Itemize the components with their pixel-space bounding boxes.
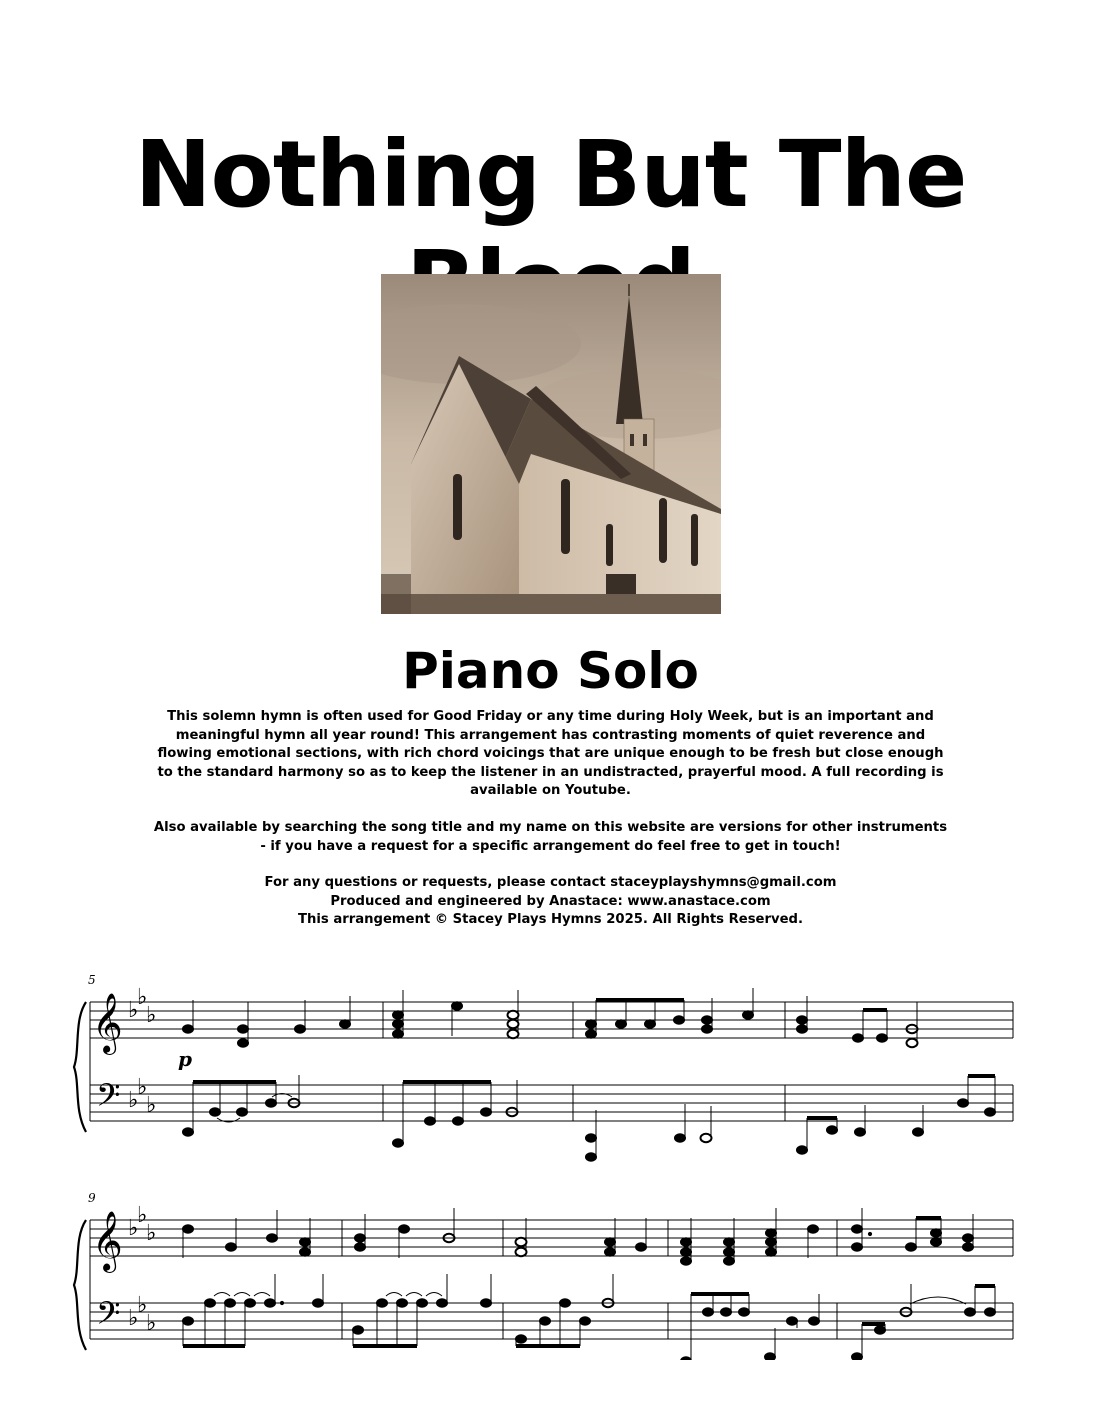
svg-text:♭: ♭ — [146, 1093, 157, 1118]
svg-text:♭: ♭ — [146, 1003, 157, 1028]
description — [150, 708, 951, 930]
svg-text:♭: ♭ — [146, 1311, 157, 1336]
page-title: Nothing But The — [134, 121, 967, 228]
music-system-1 — [74, 973, 1013, 1161]
subtitle: Piano Solo — [402, 642, 699, 700]
treble-clef-icon: 𝄞 — [92, 993, 123, 1053]
contact-line: For any questions or requests, please contact staceyplayshymns@gmail.com — [264, 875, 837, 891]
church-photo-icon — [381, 274, 721, 614]
svg-text:♭: ♭ — [137, 1075, 148, 1100]
measure-number: 5 — [88, 973, 96, 987]
key-signature-flats — [128, 1203, 156, 1336]
description-paragraph: Also available by searching the song title and my name on this website are versions for other instruments - if you have a request for a specific arrangement do feel free to get in touch! — [153, 819, 948, 854]
bass-notes — [183, 1075, 996, 1161]
producer-line: Produced and engineered by Anastace: www.anastace.com — [330, 893, 771, 909]
copyright-line: This arrangement © Stacey Plays Hymns 2025. All Rights Reserved. — [297, 912, 803, 928]
measure-number: 9 — [88, 1191, 96, 1205]
treble-notes — [183, 1208, 974, 1265]
svg-text:♭: ♭ — [137, 1203, 148, 1228]
svg-text:♭: ♭ — [137, 1293, 148, 1318]
bass-notes — [183, 1274, 996, 1360]
bass-staff — [90, 1085, 1013, 1121]
grand-staff-brace — [74, 1002, 86, 1132]
treble-clef-icon: 𝄞 — [92, 1211, 123, 1271]
dynamic-marking: p — [178, 1047, 192, 1071]
bass-clef-icon: 𝄢 — [96, 1295, 121, 1339]
sheet-music — [0, 960, 1101, 1360]
grand-staff-brace — [74, 1220, 86, 1350]
svg-text:♭: ♭ — [128, 1216, 139, 1241]
treble-staff — [90, 1002, 1013, 1038]
svg-text:♭: ♭ — [137, 985, 148, 1010]
key-signature-flats — [128, 985, 156, 1118]
description-paragraph: This solemn hymn is often used for Good Friday or any time during Holy Week, but is an important and meaningful hymn all year round! This arrangement has contrasting moments of quiet reverence and flowing emotional sections, with rich chord voicings that are unique enough to be fresh but close enough to the standard harmony so as to keep the listener in an undistracted, prayerful mood. A full recording is available on Youtube. — [157, 709, 944, 799]
svg-text:♭: ♭ — [146, 1221, 157, 1246]
svg-text:♭: ♭ — [128, 1088, 139, 1113]
music-system-2 — [74, 1191, 1013, 1360]
svg-text:♭: ♭ — [128, 1306, 139, 1331]
church-photo — [381, 274, 721, 614]
bass-staff — [90, 1303, 1013, 1339]
svg-text:♭: ♭ — [128, 998, 139, 1023]
bass-clef-icon: 𝄢 — [96, 1077, 121, 1121]
